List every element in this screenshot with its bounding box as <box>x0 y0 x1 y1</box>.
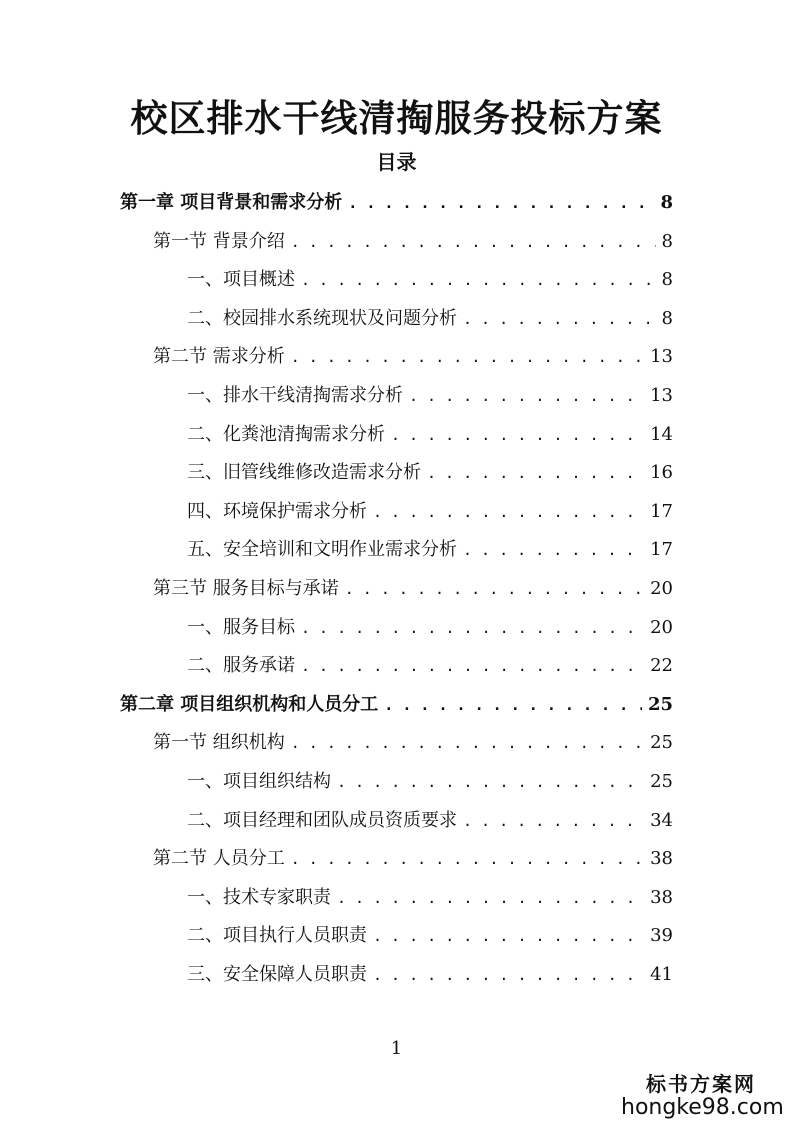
toc-leader-dots <box>463 541 644 559</box>
toc-entry-label: 第二节 需求分析 <box>153 346 285 368</box>
toc-entry-label: 三、安全保障人员职责 <box>187 964 367 985</box>
watermark-text: 标书方案网 <box>646 1072 756 1096</box>
toc-entry-item[interactable] <box>187 304 673 334</box>
toc-entry-page: 13 <box>650 385 673 406</box>
toc-entry-item[interactable] <box>187 960 673 990</box>
toc-entry-section[interactable] <box>153 844 673 874</box>
toc-entry-chapter[interactable] <box>120 188 673 218</box>
toc-entry-label: 一、服务目标 <box>187 616 295 638</box>
toc-entry-label: 二、化粪池清掏需求分析 <box>187 423 385 445</box>
toc-entry-item[interactable] <box>187 651 673 681</box>
toc-entry-item[interactable] <box>187 921 673 951</box>
toc-entry-page: 8 <box>661 307 673 329</box>
watermark-logo <box>621 1068 784 1120</box>
toc-entry-item[interactable] <box>187 381 673 411</box>
toc-entry-label: 第三节 服务目标与承诺 <box>153 578 339 599</box>
document-title: 校区排水干线清掏服务投标方案 <box>130 96 663 140</box>
toc-entry-label: 第一章 项目背景和需求分析 <box>120 192 343 213</box>
toc-entry-section[interactable] <box>153 574 673 604</box>
toc-entry-section[interactable] <box>153 728 673 758</box>
toc-entry-label: 二、服务承诺 <box>187 655 295 677</box>
watermark-url: hongke98.com <box>621 1095 784 1120</box>
toc-entry-item[interactable] <box>187 265 673 295</box>
toc-entry-label: 第二章 项目组织机构和人员分工 <box>120 693 379 715</box>
toc-entry-page: 8 <box>661 230 673 252</box>
toc-leader-dots <box>348 194 654 212</box>
toc-entry-label: 五、安全培训和文明作业需求分析 <box>187 539 457 561</box>
toc-entry-page: 16 <box>650 462 673 484</box>
toc-entry-section[interactable] <box>153 342 673 372</box>
toc-entry-page: 39 <box>650 925 673 947</box>
toc-entry-item[interactable] <box>187 458 673 488</box>
toc-leader-dots <box>291 233 656 251</box>
toc-entry-label: 二、项目执行人员职责 <box>187 925 367 947</box>
toc-leader-dots <box>291 348 644 366</box>
toc-entry-page: 14 <box>650 423 673 445</box>
toc-entry-label: 一、项目组织结构 <box>187 771 331 792</box>
toc-entry-page: 41 <box>650 964 673 985</box>
toc-entry-page: 20 <box>650 616 673 638</box>
toc-entry-item[interactable] <box>187 497 673 527</box>
toc-leader-dots <box>345 580 644 598</box>
toc-leader-dots <box>337 889 644 907</box>
toc-entry-item[interactable] <box>187 883 673 913</box>
toc-entry-page: 38 <box>650 848 673 870</box>
toc-leader-dots <box>301 619 644 637</box>
toc-entry-item[interactable] <box>187 613 673 643</box>
toc-leader-dots <box>373 927 644 945</box>
toc-entry-label: 四、环境保护需求分析 <box>187 500 367 522</box>
toc-entry-page: 38 <box>650 886 673 908</box>
toc-entry-page: 34 <box>650 809 673 831</box>
toc-entry-label: 第二节 人员分工 <box>153 848 285 870</box>
toc-leader-dots <box>391 426 644 444</box>
toc-entry-item[interactable] <box>187 767 673 797</box>
toc-entry-item[interactable] <box>187 420 673 450</box>
toc-leader-dots <box>291 850 644 868</box>
toc-leader-dots <box>291 734 644 752</box>
toc-entry-page: 25 <box>650 771 673 792</box>
toc-entry-label: 第一节 组织机构 <box>153 732 285 754</box>
toc-entry-page: 25 <box>650 732 673 754</box>
toc-leader-dots <box>301 271 656 289</box>
toc-leader-dots <box>384 696 642 714</box>
toc-entry-item[interactable] <box>187 806 673 836</box>
toc-entry-page: 8 <box>661 269 673 291</box>
toc-entry-page: 22 <box>650 655 673 677</box>
toc-leader-dots <box>463 812 644 830</box>
toc-entry-label: 一、技术专家职责 <box>187 886 331 908</box>
toc-leader-dots <box>463 310 656 328</box>
toc-entry-section[interactable] <box>153 227 673 257</box>
toc-entry-label: 一、排水干线清掏需求分析 <box>187 385 403 406</box>
toc-entry-label: 第一节 背景介绍 <box>153 230 285 252</box>
toc-entry-chapter[interactable] <box>120 690 673 720</box>
toc-leader-dots <box>337 773 644 791</box>
toc-heading: 目录 <box>376 150 417 174</box>
toc-leader-dots <box>409 387 644 405</box>
toc-leader-dots <box>301 657 644 675</box>
toc-entry-label: 二、校园排水系统现状及问题分析 <box>187 307 457 329</box>
toc-entry-page: 17 <box>650 539 673 561</box>
toc-entry-page: 25 <box>647 693 673 715</box>
toc-entry-label: 二、项目经理和团队成员资质要求 <box>187 809 457 831</box>
toc-entry-page: 20 <box>650 578 673 599</box>
toc-entry-label: 三、旧管线维修改造需求分析 <box>187 462 421 484</box>
toc-entry-page: 13 <box>650 346 673 368</box>
page-number: 1 <box>390 1038 403 1059</box>
toc-entry-page: 17 <box>650 500 673 522</box>
toc-entry-page: 8 <box>660 192 673 213</box>
toc-entry-label: 一、项目概述 <box>187 269 295 291</box>
toc-leader-dots <box>373 966 644 984</box>
toc-entry-item[interactable] <box>187 535 673 565</box>
toc-leader-dots <box>427 464 644 482</box>
toc-leader-dots <box>373 503 644 521</box>
